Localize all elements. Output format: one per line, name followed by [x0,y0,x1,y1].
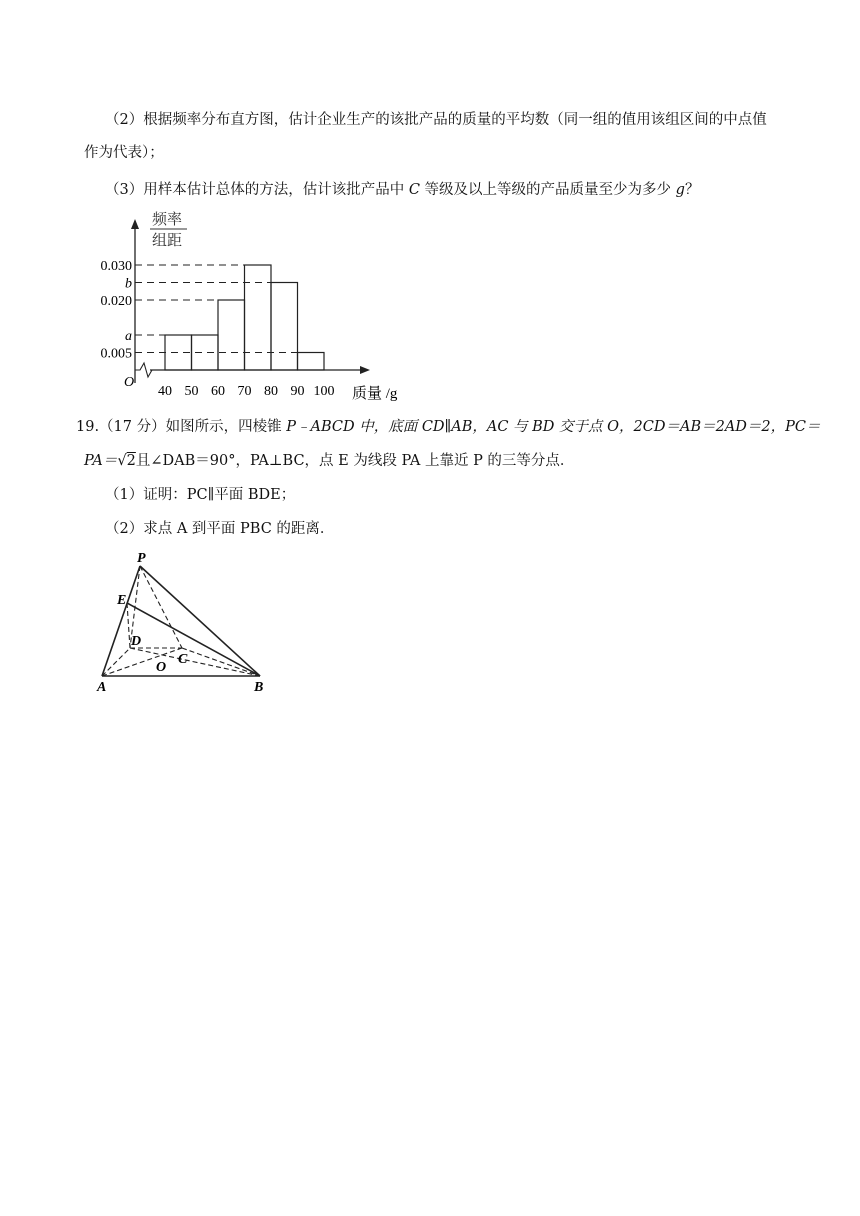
q18-part3-c: C [408,182,420,198]
sqrt-symbol: √ [117,453,127,469]
x-tick-label: 40 [158,384,172,399]
diag-AC [102,648,182,676]
x-tick-label: 60 [211,384,225,399]
q19-intro-line2 [84,451,574,471]
edge-PC [140,566,182,648]
histogram-bar [271,283,298,371]
histogram-bar [245,265,272,370]
x-axis-arrow [360,366,370,374]
axis-break [135,363,152,377]
segment-ED [127,603,130,648]
frequency-histogram [90,205,420,405]
q18-part3-end: ？ [684,182,700,198]
diag-DB [130,648,260,676]
ylabel-bottom: 组距 [152,233,183,249]
label-D: D [131,634,142,649]
label-P: P [137,551,146,566]
q18-part2-line1: （2）根据频率分布直方图，估计企业生产的该批产品的质量的平均数（同一组的值用该组区间的中点值 [105,112,767,128]
label-B: B [254,680,264,695]
q18-part3-pre: （3）用样本估计总体的方法，估计该批产品中 [105,182,409,198]
y-axis-arrow [131,219,139,229]
label-C: C [178,652,188,667]
y-tick-label: 0.020 [100,294,132,309]
y-tick-label: 0.030 [100,259,132,274]
q19-part2: （2）求点 A 到平面 PBC 的距离． [105,521,335,537]
q19-part1: （1）证明：PC∥平面 BDE； [105,487,296,503]
sqrt-number: 2 [126,453,136,469]
origin-label: O [123,375,135,390]
q19-intro-b-post: 且∠DAB＝90°，PA⊥BC，点 E 为线段 PA 上靠近 P 的三等分点． [135,453,575,469]
y-tick-label: 0.005 [100,346,132,362]
q19-number: 19.（17 分）如图所示，四棱锥 [76,419,287,435]
q18-part3 [105,180,699,200]
q19-intro-b-pre: PA＝ [84,453,118,469]
label-E: E [117,593,127,608]
q18-part3-mid: 等级及以上等级的产品质量至少为多少 [419,182,676,198]
label-O: O [156,660,167,675]
q19-intro-line1 [76,417,821,437]
edge-PA [102,566,140,676]
histogram-bar [218,300,245,370]
x-tick-label: 80 [264,384,278,399]
histogram-bar [298,353,325,371]
x-tick-label: 50 [184,384,199,399]
edge-EB [127,603,260,676]
x-tick-label: 70 [237,384,252,399]
x-tick-label: 90 [290,384,305,399]
x-tick-label: 100 [313,384,335,399]
y-tick-label: a [125,329,132,344]
xlabel: 质量 /g [352,386,398,402]
q18-part3-g: g [675,182,685,198]
pyramid-figure [90,550,280,700]
q18-part2-line2: 作为代表）； [84,145,164,161]
label-A: A [97,680,107,695]
ylabel-top: 频率 [152,212,183,228]
y-tick-label: b [125,276,132,292]
q19-intro-a: P﹣ABCD 中，底面 CD∥AB，AC 与 BD 交于点 O，2CD＝AB＝2AD＝2，PC＝ [286,419,821,435]
